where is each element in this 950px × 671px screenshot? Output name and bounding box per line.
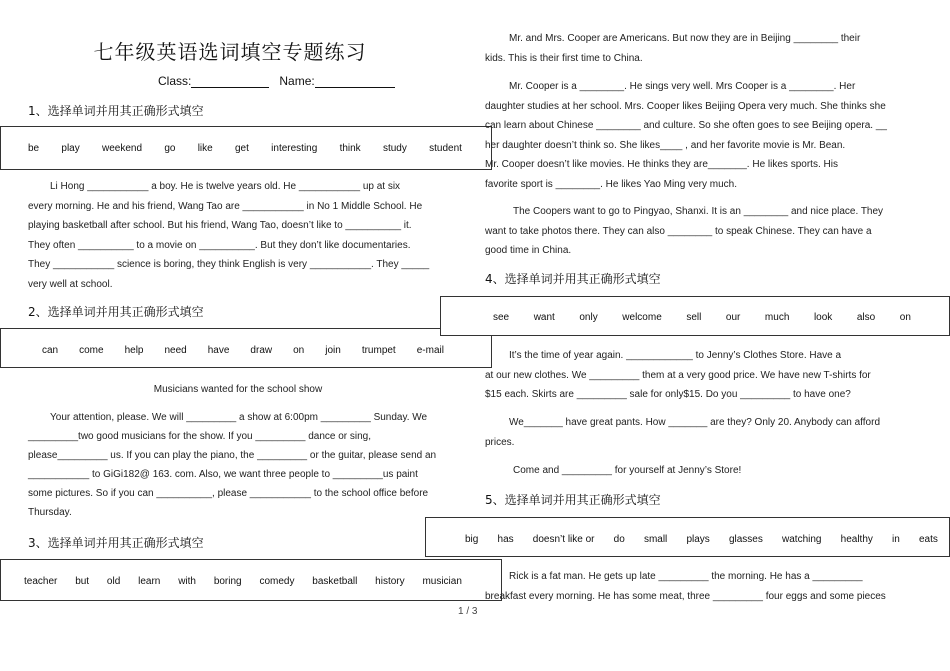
word: get xyxy=(234,143,249,154)
name-label: Name: xyxy=(279,74,315,88)
passage-line: prices. xyxy=(485,436,515,448)
word: want xyxy=(533,312,555,323)
passage-line: playing basketball after school. But his friend, Wang Tao, doesn’t like to __________ it. xyxy=(28,220,412,231)
cooper-passage-3 xyxy=(485,202,917,261)
word: eats xyxy=(919,534,938,545)
word: doesn’t like or xyxy=(532,534,595,545)
passage-line: favorite sport is ________. He likes Yao Ming very much. xyxy=(485,178,737,190)
word: trumpet xyxy=(361,345,396,356)
word: glasses xyxy=(728,534,763,545)
passage-line: some pictures. So if you can __________, please ___________ to the school office before xyxy=(28,488,429,499)
section-3-word-row xyxy=(24,576,462,587)
passage-line: Thursday. xyxy=(28,507,72,518)
section-4-word-row xyxy=(493,312,911,323)
passage-line: We_______ have great pants. How _______ are they? Only 20. Anybody can afford xyxy=(509,417,881,428)
name-blank[interactable] xyxy=(315,75,395,88)
document-title: 七年级英语选词填空专题练习 xyxy=(93,40,367,64)
passage-line: Come and _________ for yourself at Jenny’s Store! xyxy=(513,465,742,476)
word: with xyxy=(178,576,196,587)
word: look xyxy=(813,312,833,323)
page-number: 1 / 3 xyxy=(458,606,478,617)
word: our xyxy=(725,312,741,323)
word: big xyxy=(465,534,479,545)
word: but xyxy=(75,576,90,587)
word: do xyxy=(613,534,625,545)
word: has xyxy=(497,534,514,545)
word: only xyxy=(579,312,598,323)
passage-line: $15 each. Skirts are _________ sale for only$15. Do you _________ to have one? xyxy=(485,389,851,400)
word: learn xyxy=(138,576,161,587)
word: healthy xyxy=(840,534,873,545)
section-2-subtitle: Musicians wanted for the school show xyxy=(153,384,323,395)
section-4-passage xyxy=(485,346,920,405)
passage-line: breakfast every morning. He has some meat, three _________ four eggs and some pieces xyxy=(485,590,886,602)
word: plays xyxy=(686,534,710,545)
class-blank[interactable] xyxy=(191,75,269,88)
word: come xyxy=(79,345,104,356)
word: think xyxy=(339,143,361,154)
word: like xyxy=(197,143,213,154)
section-5-word-row xyxy=(465,534,938,545)
word: weekend xyxy=(102,143,143,154)
section-3-heading: 3、选择单词并用其正确形式填空 xyxy=(28,536,204,550)
section-2-passage xyxy=(28,408,468,522)
word: much xyxy=(764,312,790,323)
section-1-passage xyxy=(28,177,468,294)
class-label: Class: xyxy=(158,74,192,88)
section-2-word-row xyxy=(42,345,444,356)
word: sell xyxy=(686,312,702,323)
passage-line: They often __________ to a movie on __________. But they don’t like documentaries. xyxy=(28,239,411,251)
passage-line: ___________ to GiGi182@ 163. com. Also, we want three people to _________us paint xyxy=(28,469,418,480)
passage-line: kids. This is their first time to China. xyxy=(485,52,643,64)
word: join xyxy=(325,345,341,356)
word: draw xyxy=(250,345,273,356)
passage-line: good time in China. xyxy=(485,245,572,256)
word: be xyxy=(28,143,40,154)
passage-line: daughter studies at her school. Mrs. Cooper likes Beijing Opera very much. She thinks she xyxy=(485,100,886,112)
word: in xyxy=(892,534,900,545)
word: welcome xyxy=(622,312,662,323)
word: teacher xyxy=(24,576,58,587)
word: small xyxy=(643,534,668,545)
passage-line: every morning. He and his friend, Wang Tao are ___________ in No 1 Middle School. He xyxy=(28,200,423,212)
word: comedy xyxy=(259,576,295,587)
word: old xyxy=(106,576,121,587)
passage-line: at our new clothes. We _________ them at a very good price. We have new T-shirts for xyxy=(485,369,871,381)
cooper-passage xyxy=(485,29,917,68)
section-5-heading: 5、选择单词并用其正确形式填空 xyxy=(485,493,661,507)
word: watching xyxy=(782,534,822,545)
passage-line: It’s the time of year again. ____________ to Jenny’s Clothes Store. Have a xyxy=(509,350,842,361)
section-1-word-row xyxy=(28,143,462,154)
passage-line: please_________ us. If you can play the piano, the _________ or the guitar, please send an xyxy=(28,450,437,461)
passage-line: Mr. Cooper is a ________. He sings very well. Mrs Cooper is a ________. Her xyxy=(509,81,856,92)
passage-line: They ___________ science is boring, they think English is very ___________. They _____ xyxy=(28,259,430,270)
passage-line: very well at school. xyxy=(28,278,113,290)
word: history xyxy=(375,576,405,587)
word: on xyxy=(293,345,305,356)
word: see xyxy=(493,312,510,323)
section-4-passage-2 xyxy=(485,413,920,452)
word: musician xyxy=(422,576,462,587)
section-2-heading: 2、选择单词并用其正确形式填空 xyxy=(28,305,204,319)
section-1-heading: 1、选择单词并用其正确形式填空 xyxy=(28,104,204,118)
passage-line: her daughter doesn’t think so. She likes____ , and her favorite movie is Mr. Bean. xyxy=(485,139,846,151)
section-4-heading: 4、选择单词并用其正确形式填空 xyxy=(485,272,661,286)
word: student xyxy=(429,143,462,154)
passage-line: Mr. Cooper doesn’t like movies. He thinks they are_______. He likes sports. His xyxy=(485,159,838,170)
passage-line: Li Hong ___________ a boy. He is twelve years old. He ___________ up at six xyxy=(50,181,401,192)
word: go xyxy=(164,143,176,154)
cooper-passage-2 xyxy=(485,77,917,194)
word: need xyxy=(164,345,187,356)
passage-line: The Coopers want to go to Pingyao, Shanxi. It is an ________ and nice place. They xyxy=(513,206,884,217)
word: boring xyxy=(213,576,242,587)
word: can xyxy=(42,345,59,356)
section-4-passage-3 xyxy=(485,461,920,481)
passage-line: _________two good musicians for the show. If you _________ dance or sing, xyxy=(28,431,372,442)
word: e-mail xyxy=(416,345,444,356)
word: have xyxy=(207,345,230,356)
word: play xyxy=(61,143,80,154)
passage-line: Your attention, please. We will _________ a show at 6:00pm _________ Sunday. We xyxy=(50,412,428,423)
passage-line: Rick is a fat man. He gets up late _________ the morning. He has a _________ xyxy=(509,571,863,582)
word: help xyxy=(124,345,144,356)
word: basketball xyxy=(312,576,358,587)
passage-line: want to take photos there. They can also ________ to speak Chinese. They can have a xyxy=(485,225,872,237)
word: also xyxy=(856,312,876,323)
word: interesting xyxy=(271,143,318,154)
word: on xyxy=(899,312,911,323)
passage-line: Mr. and Mrs. Cooper are Americans. But now they are in Beijing ________ their xyxy=(509,33,861,44)
class-name-line xyxy=(158,74,395,88)
word: study xyxy=(382,143,407,154)
section-5-passage xyxy=(485,567,920,606)
passage-line: can learn about Chinese ________ and culture. So she often goes to see Beijing opera. __ xyxy=(485,120,887,131)
